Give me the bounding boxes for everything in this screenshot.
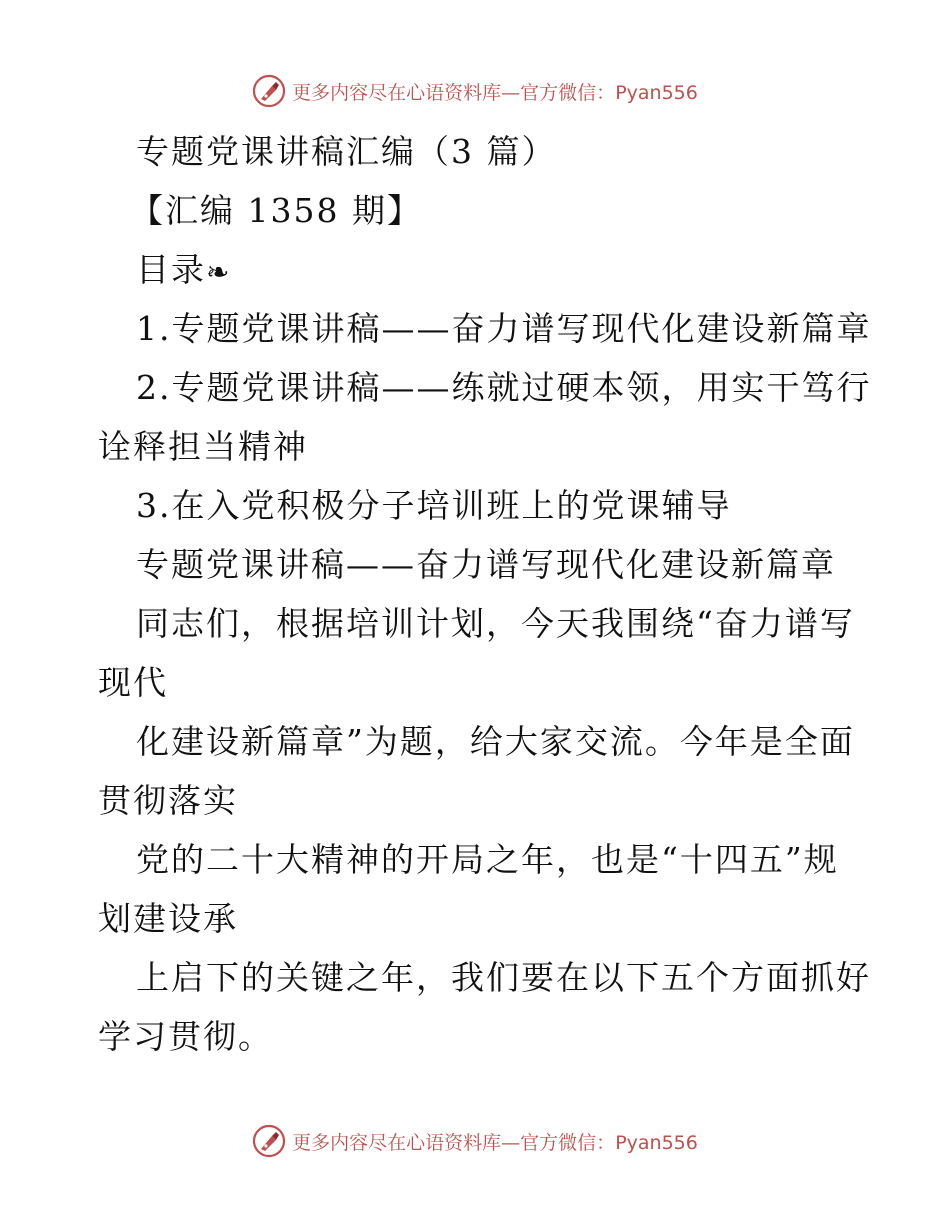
toc-item-2-continued[interactable]: 诠释担当精神 <box>98 427 308 466</box>
paragraph-line: 化建设新篇章”为题，给大家交流。今年是全面 <box>136 722 855 761</box>
banner-separator: — <box>501 81 521 104</box>
banner-text <box>292 1128 698 1155</box>
banner-wechat-label: 官方微信： <box>520 1131 616 1154</box>
banner-wechat-id: Pyan556 <box>615 81 698 104</box>
header-banner <box>0 71 950 111</box>
banner-site-name: 更多内容尽在心语资料库 <box>292 81 502 104</box>
paragraph-line: 划建设承 <box>98 899 238 938</box>
paragraph-line: 党的二十大精神的开局之年，也是“十四五”规 <box>136 840 839 879</box>
paragraph-line: 贯彻落实 <box>98 781 238 820</box>
banner-wechat-label: 官方微信： <box>520 81 616 104</box>
footer-banner <box>0 1121 950 1161</box>
document-title: 专题党课讲稿汇编（3 篇） <box>136 132 557 171</box>
banner-wechat-id: Pyan556 <box>615 1131 698 1154</box>
pen-nib-icon <box>252 74 286 108</box>
fleuron-icon: ❧ <box>206 255 232 289</box>
toc-item-2[interactable]: 2.专题党课讲稿——练就过硬本领，用实干笃行 <box>136 368 872 407</box>
document-body <box>98 122 872 1066</box>
pen-nib-icon <box>252 1124 286 1158</box>
section-heading: 专题党课讲稿——奋力谱写现代化建设新篇章 <box>136 545 836 584</box>
banner-separator: — <box>501 1131 521 1154</box>
banner-text <box>292 78 698 105</box>
issue-number: 【汇编 1358 期】 <box>130 191 422 230</box>
toc-item-3[interactable]: 3.在入党积极分子培训班上的党课辅导 <box>136 486 732 525</box>
toc-heading-text: 目录 <box>136 250 206 289</box>
toc-heading <box>98 240 858 299</box>
banner-site-name: 更多内容尽在心语资料库 <box>292 1131 502 1154</box>
toc-item-1[interactable]: 1.专题党课讲稿——奋力谱写现代化建设新篇章 <box>136 309 872 348</box>
paragraph-line: 学习贯彻。 <box>98 1017 273 1056</box>
paragraph-line: 现代 <box>98 663 168 702</box>
paragraph-line: 上启下的关键之年，我们要在以下五个方面抓好 <box>136 958 871 997</box>
paragraph-line: 同志们，根据培训计划，今天我围绕“奋力谱写 <box>136 604 855 643</box>
